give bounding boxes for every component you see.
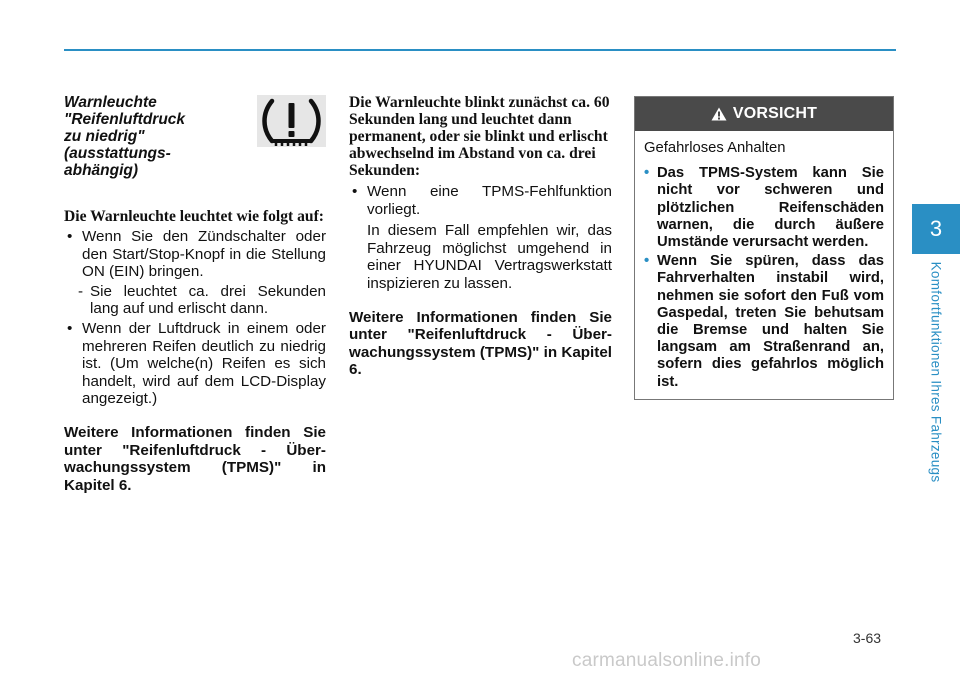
caution-header bbox=[635, 97, 893, 131]
top-rule bbox=[64, 49, 896, 51]
chapter-title: Komfortfunktionen Ihres Fahrzeugs bbox=[928, 261, 944, 483]
caution-label: VORSICHT bbox=[732, 105, 818, 122]
warning-light-title: Warnleuchte "Reifenluftdruck zu niedrig" (ausstattungs- abhängig) bbox=[64, 94, 186, 179]
middle-more-info: Weitere Informationen finden Sie unter "Reifenluftdruck - Über-wachungssystem (TPMS)" in Kapitel 6. bbox=[349, 308, 612, 379]
left-bullet-pressure: • Wenn der Luftdruck in einem oder mehreren Reifen deutlich zu niedrig ist. (Um welche(n) Reifen es sich handelt, wird auf dem LCD-Display angezeigt.) bbox=[64, 320, 326, 408]
tpms-warning-icon bbox=[257, 95, 326, 147]
watermark: carmanualsonline.info bbox=[572, 650, 762, 671]
middle-heading: Die Warnleuchte blinkt zunächst ca. 60 Sekunden lang und leuchtet dann permanent, oder sie blinkt und erlischt abwechselnd im Abstand von ca. drei Sekunden: bbox=[349, 94, 610, 179]
left-heading: Die Warnleuchte leuchtet wie folgt auf: bbox=[64, 208, 324, 225]
caution-bullet: • Wenn Sie spüren, dass das Fahrverhalten instabil wird, nehmen sie sofort den Fuß vom Gaspedal, treten Sie behutsam die Bremse und halten Sie langsam am Straßenrand an, sofern dies gefahrlos möglich ist. bbox=[644, 253, 884, 391]
warning-triangle-icon bbox=[711, 107, 727, 121]
left-more-info: Weitere Informationen finden Sie unter "Reifenluftdruck - Über-wachungssystem (TPMS)" in Kapitel 6. bbox=[64, 423, 326, 494]
caution-bullet: • Das TPMS-System kann Sie nicht vor schweren und plötzlichen Reifenschäden warnen, die durch äußere Umstände verursacht werden. bbox=[644, 165, 884, 251]
left-column bbox=[64, 208, 326, 494]
middle-column bbox=[349, 94, 612, 379]
middle-bullet-malfunction: • Wenn eine TPMS-Fehlfunktion vorliegt. bbox=[349, 183, 612, 218]
caution-subtitle: Gefahrloses Anhalten bbox=[644, 140, 786, 156]
left-sub-item: - Sie leuchtet ca. drei Sekunden lang auf und erlischt dann. bbox=[78, 282, 326, 318]
left-bullet-ignition: • Wenn Sie den Zündschalter oder den Start/Stop-Knopf in die Stellung ON (EIN) bringen. bbox=[64, 228, 326, 281]
caution-box bbox=[634, 96, 894, 400]
chapter-tab: 3 bbox=[912, 204, 960, 254]
middle-bullet-continuation: In diesem Fall empfehlen wir, das Fahrzeug möglichst umgehend in einer HYUNDAI Vertragswerkstatt inspizieren zu lassen. bbox=[367, 222, 612, 292]
caution-body bbox=[635, 131, 893, 391]
page-number: 3-63 bbox=[853, 630, 882, 646]
